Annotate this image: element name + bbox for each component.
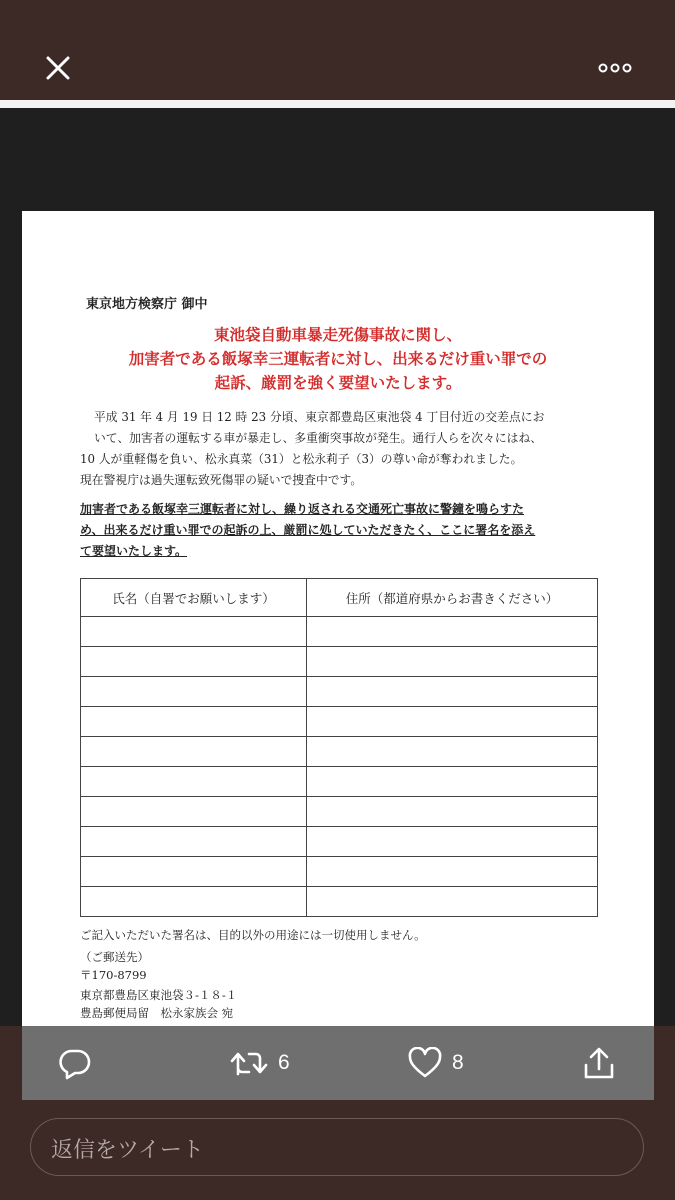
table-cell [307, 737, 598, 767]
table-row [81, 767, 598, 797]
table-row [81, 857, 598, 887]
table-cell [307, 887, 598, 917]
table-cell [81, 827, 307, 857]
table-cell [81, 797, 307, 827]
mailing-recipient: 豊島郵便局留 松永家族会 宛 [80, 1006, 234, 1020]
table-cell [81, 857, 307, 887]
mailing-address: 東京都豊島区東池袋３-１８-１ [80, 988, 238, 1002]
share-button[interactable] [582, 1026, 616, 1100]
document-title-line: 起訴、厳罰を強く要望いたします。 [214, 373, 462, 392]
reply-icon [58, 1046, 92, 1080]
table-cell [307, 827, 598, 857]
like-button[interactable] [408, 1026, 464, 1100]
top-bar [0, 0, 675, 100]
share-icon [582, 1045, 616, 1081]
table-row [81, 797, 598, 827]
close-icon [45, 55, 71, 81]
usage-note: ご記入いただいた署名は、目的以外の用途には一切使用しません。 [80, 928, 426, 942]
signature-table [80, 578, 598, 917]
body-line: 10 人が重軽傷を負い、松永真菜（31）と松永莉子（3）の尊い命が奪われました。 [80, 452, 523, 466]
document-title-line: 加害者である飯塚幸三運転者に対し、出来るだけ重い罪での [128, 349, 548, 368]
more-options-button[interactable] [593, 52, 637, 84]
table-header-name: 氏名（自署でお願いします） [81, 579, 307, 617]
heart-icon [408, 1047, 442, 1079]
body-line: 現在警視庁は過失運転致死傷罪の疑いで捜査中です。 [80, 473, 363, 487]
table-cell [81, 647, 307, 677]
table-row [81, 887, 598, 917]
retweet-icon [230, 1048, 268, 1078]
request-line: て要望いたします。 [80, 544, 188, 558]
table-row [81, 677, 598, 707]
table-row [81, 827, 598, 857]
table-cell [307, 617, 598, 647]
table-cell [81, 677, 307, 707]
table-cell [307, 797, 598, 827]
table-row [81, 647, 598, 677]
table-row [81, 737, 598, 767]
document-body [80, 407, 600, 491]
like-count: 8 [452, 1051, 464, 1074]
table-header-row [81, 579, 598, 617]
body-line: 平成 31 年 4 月 19 日 12 時 23 分頃、東京都豊島区東池袋 4 丁目付近の交差点にお [94, 410, 545, 424]
reply-button[interactable] [58, 1026, 92, 1100]
request-line: め、出来るだけ重い罪での起訴の上、厳罰に処していただきたく、ここに署名を添え [80, 523, 536, 537]
divider [0, 100, 675, 108]
table-header-address: 住所（都道府県からお書きください） [307, 579, 598, 617]
request-line: 加害者である飯塚幸三運転者に対し、繰り返される交通死亡事故に警鐘を鳴らすた [80, 502, 525, 516]
document-addressee: 東京地方検察庁 御中 [86, 297, 208, 312]
table-cell [81, 737, 307, 767]
table-cell [307, 707, 598, 737]
table-row [81, 707, 598, 737]
table-cell [307, 647, 598, 677]
retweet-count: 6 [278, 1051, 290, 1074]
mailing-label: （ご郵送先） [80, 950, 149, 964]
tweet-action-bar [22, 1026, 654, 1100]
more-options-icon [598, 62, 632, 74]
table-cell [81, 767, 307, 797]
table-row [81, 617, 598, 647]
document-title-line: 東池袋自動車暴走死傷事故に関し、 [213, 325, 462, 344]
table-cell [81, 617, 307, 647]
bottom-bar [0, 1100, 675, 1200]
table-cell [307, 857, 598, 887]
table-cell [81, 887, 307, 917]
table-cell [81, 707, 307, 737]
reply-input[interactable] [30, 1118, 644, 1176]
close-button[interactable] [38, 48, 78, 88]
document-request [80, 499, 600, 562]
reply-placeholder: 返信をツイート [51, 1138, 204, 1163]
body-line: いて、加害者の運転する車が暴走し、多重衝突事故が発生。通行人らを次々にはね、 [94, 431, 543, 445]
table-cell [307, 677, 598, 707]
retweet-button[interactable] [230, 1026, 290, 1100]
postal-code: 〒170-8799 [80, 968, 147, 982]
table-cell [307, 767, 598, 797]
document-image[interactable] [22, 211, 654, 1100]
